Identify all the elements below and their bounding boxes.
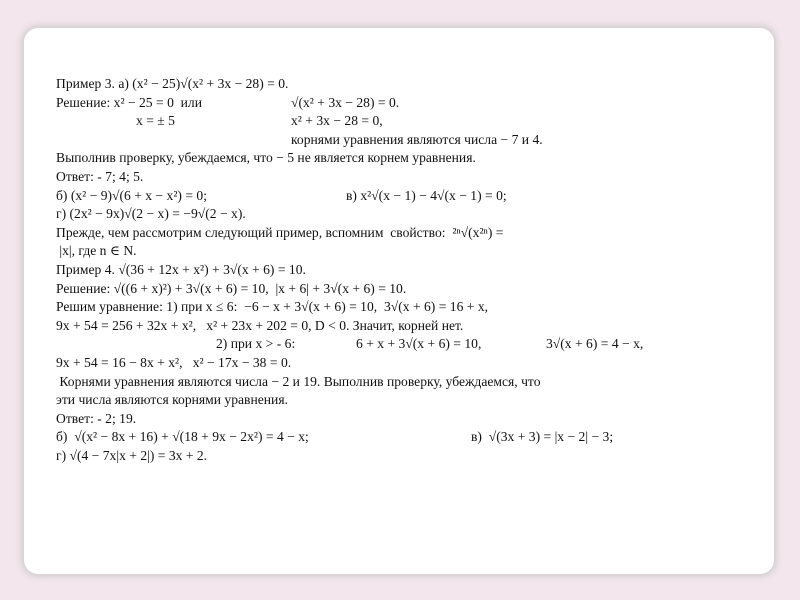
text-line <box>56 224 754 243</box>
text-segment: |x|, где n ∈ N. <box>56 243 137 259</box>
text-segment: 9x + 54 = 256 + 32x + x², x² + 23x + 202 = 0, D < 0. Значит, корней нет. <box>56 317 464 333</box>
text-segment: Пример 4. √(36 + 12x + x²) + 3√(x + 6) = 10. <box>56 261 306 277</box>
text-line <box>56 298 754 317</box>
text-line <box>56 354 754 373</box>
text-line <box>56 317 754 336</box>
text-segment: Выполнив проверку, убеждаемся, что − 5 не является корнем уравнения. <box>56 150 476 166</box>
text-line <box>56 149 754 168</box>
text-segment: Пример 3. а) (x² − 25)√(x² + 3x − 28) = 0. <box>56 76 289 91</box>
text-line <box>56 75 754 94</box>
text-line <box>56 242 754 261</box>
text-segment: x = ± 5 <box>136 113 175 129</box>
text-line <box>56 112 754 131</box>
text-segment: 9x + 54 = 16 − 8x + x², x² − 17x − 38 = 0. <box>56 354 292 370</box>
text-line <box>56 94 754 113</box>
text-segment: эти числа являются корнями уравнения. <box>56 392 288 408</box>
text-line <box>56 131 754 150</box>
text-segment: в) x²√(x − 1) − 4√(x − 1) = 0; <box>346 187 507 203</box>
slide <box>24 28 774 574</box>
text-line <box>56 205 754 224</box>
text-segment: г) √(4 − 7x|x + 2|) = 3x + 2. <box>56 447 208 463</box>
text-segment: Корнями уравнения являются числа − 2 и 19. Выполнив проверку, убеждаемся, что <box>56 373 541 389</box>
text-segment: б) √(x² − 8x + 16) + √(18 + 9x − 2x²) = 4 − x; <box>56 429 309 445</box>
text-segment: √(x² + 3x − 28) = 0. <box>291 94 400 110</box>
text-line <box>56 168 754 187</box>
text-line <box>56 187 754 206</box>
text-segment: Ответ: - 2; 19. <box>56 410 137 426</box>
text-segment: Ответ: - 7; 4; 5. <box>56 168 144 184</box>
text-segment: Прежде, чем рассмотрим следующий пример, вспомним свойство: ²ⁿ√(x²ⁿ) = <box>56 224 504 240</box>
text-segment: Решение: √((6 + x)²) + 3√(x + 6) = 10, |x + 6| + 3√(x + 6) = 10. <box>56 280 407 296</box>
text-line <box>56 261 754 280</box>
text-line <box>56 280 754 299</box>
text-segment: б) (x² − 9)√(6 + x − x²) = 0; <box>56 187 207 203</box>
text-line <box>56 410 754 429</box>
text-line <box>56 391 754 410</box>
text-line <box>56 335 754 354</box>
text-line <box>56 447 754 466</box>
text-segment: 2) при x > - 6: <box>216 336 296 352</box>
text-segment: Решим уравнение: 1) при x ≤ 6: −6 − x + 3√(x + 6) = 10, 3√(x + 6) = 16 + x, <box>56 299 489 315</box>
text-segment: x² + 3x − 28 = 0, <box>291 113 383 129</box>
text-segment: 6 + x + 3√(x + 6) = 10, <box>356 336 482 352</box>
text-line <box>56 373 754 392</box>
slide-content <box>56 75 754 465</box>
text-segment: корнями уравнения являются числа − 7 и 4. <box>291 131 543 147</box>
text-line <box>56 428 754 447</box>
text-segment: Решение: x² − 25 = 0 или <box>56 94 202 110</box>
text-segment: г) (2x² − 9x)√(2 − x) = −9√(2 − x). <box>56 206 246 222</box>
text-segment: 3√(x + 6) = 4 − x, <box>546 336 644 352</box>
text-segment: в) √(3x + 3) = |x − 2| − 3; <box>471 429 614 445</box>
